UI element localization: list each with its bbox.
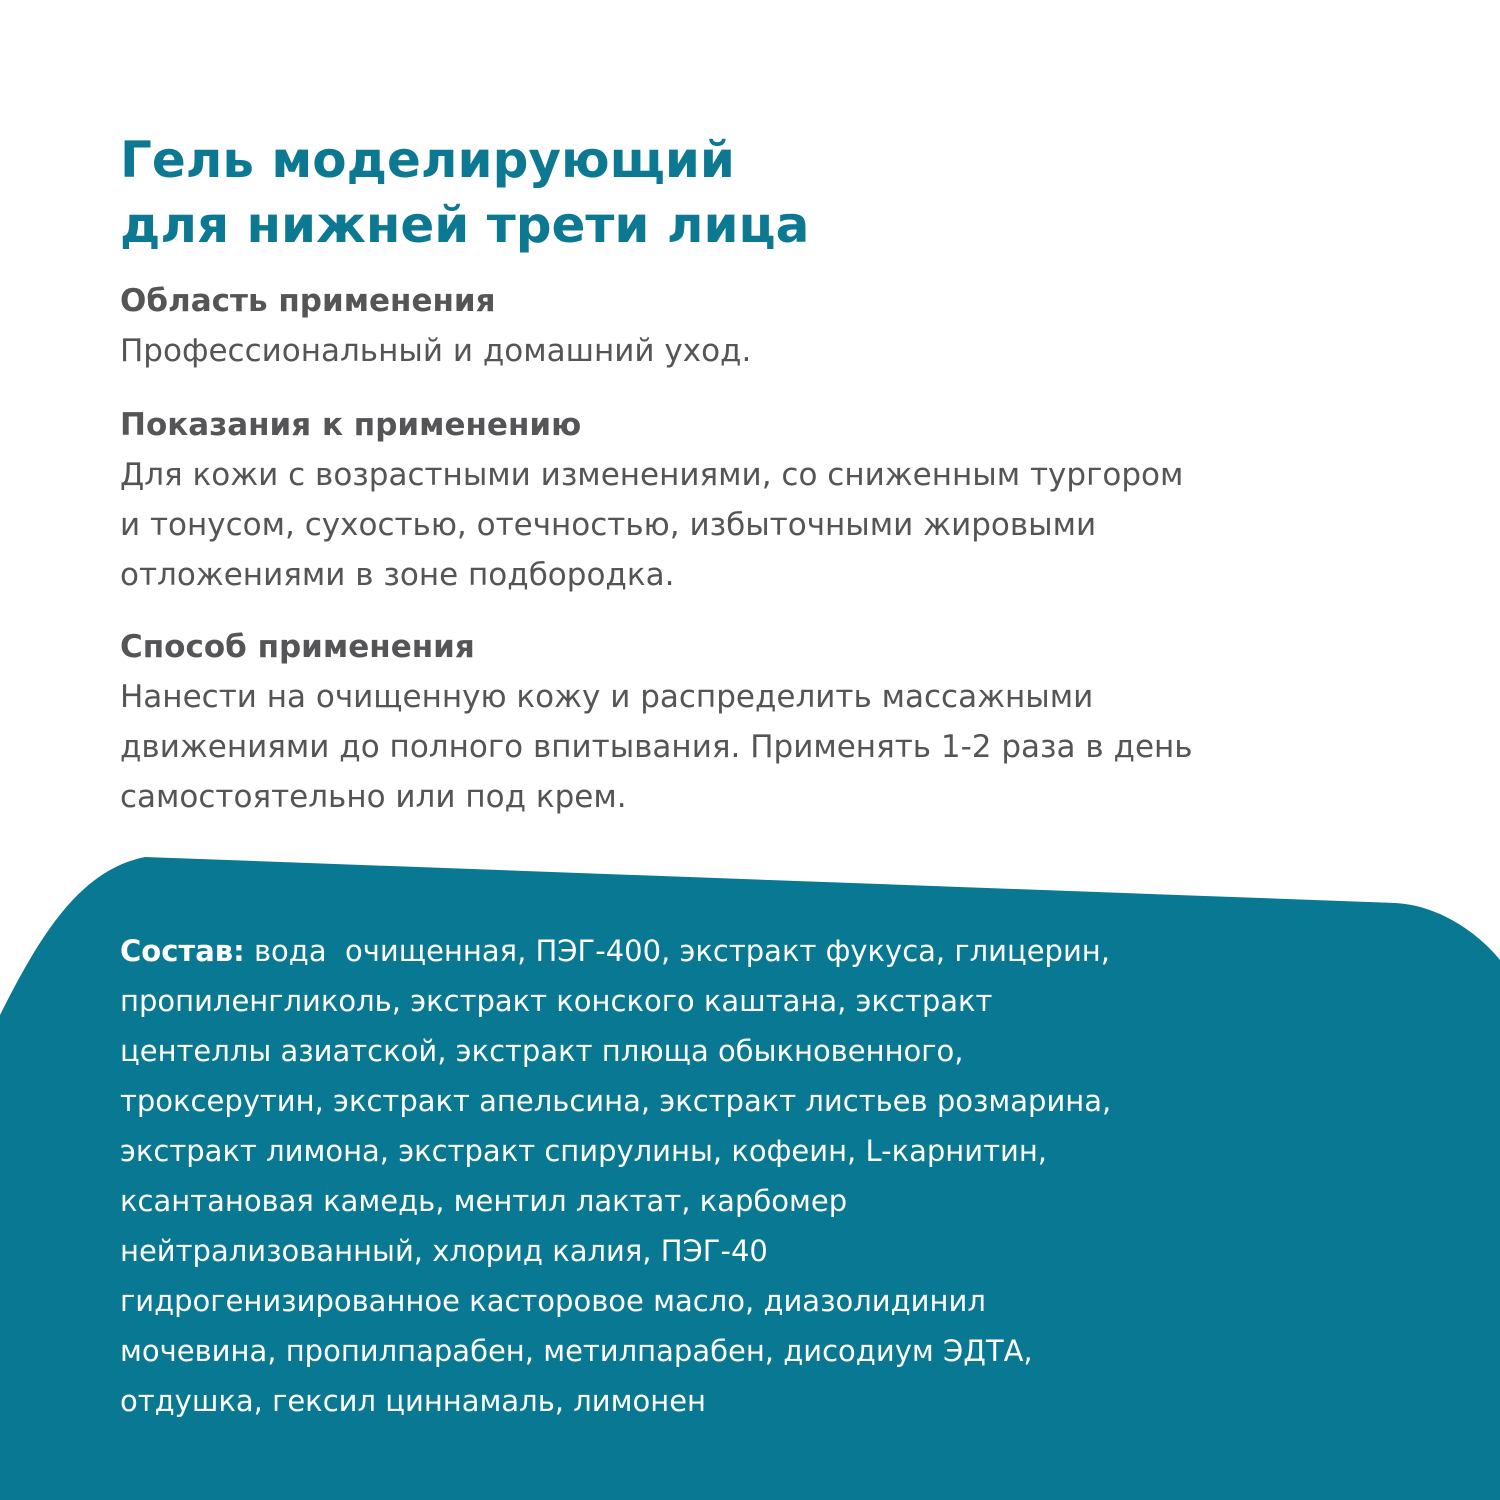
section-usage-line-3: самостоятельно или под крем. bbox=[120, 779, 627, 815]
composition-line-4: троксерутин, экстракт апельсина, экстракт листьев розмарина, bbox=[120, 1084, 1112, 1118]
composition-line-7: нейтрализованный, хлорид калия, ПЭГ-40 bbox=[120, 1234, 768, 1268]
section-usage-heading: Способ применения bbox=[120, 629, 475, 665]
composition-line-10: отдушка, гексил циннамаль, лимонен bbox=[120, 1384, 707, 1418]
composition-line-2: пропиленгликоль, экстракт конского каштана, экстракт bbox=[120, 984, 993, 1018]
composition-line-1 bbox=[120, 926, 1460, 976]
section-usage-line-2: движениями до полного впитывания. Применять 1-2 раза в день bbox=[120, 729, 1193, 765]
section-area-heading: Область применения bbox=[120, 283, 496, 319]
composition-line-9: мочевина, пропилпарабен, метилпарабен, дисодиум ЭДТА, bbox=[120, 1334, 1033, 1368]
product-title-line-2: для нижней трети лица bbox=[120, 196, 810, 254]
section-indications-line-2: и тонусом, сухостью, отечностью, избыточными жировыми bbox=[120, 507, 1097, 543]
composition-line-5: экстракт лимона, экстракт спирулины, кофеин, L-карнитин, bbox=[120, 1134, 1047, 1168]
composition-block bbox=[120, 926, 1460, 1426]
section-usage-line-1: Нанести на очищенную кожу и распределить массажными bbox=[120, 679, 1094, 715]
product-title-line-1: Гель моделирующий bbox=[120, 131, 735, 189]
composition-line-3: центеллы азиатской, экстракт плюща обыкновенного, bbox=[120, 1034, 964, 1068]
section-indications-heading: Показания к применению bbox=[120, 407, 582, 443]
composition-label: Состав: bbox=[120, 934, 245, 968]
composition-line-6: ксантановая камедь, ментил лактат, карбомер bbox=[120, 1184, 848, 1218]
composition-text-1: вода очищенная, ПЭГ-400, экстракт фукуса, глицерин, bbox=[244, 934, 1110, 968]
section-area-text: Профессиональный и домашний уход. bbox=[120, 333, 752, 369]
section-indications-line-3: отложениями в зоне подбородка. bbox=[120, 557, 675, 593]
composition-line-8: гидрогенизированное касторовое масло, диазолидинил bbox=[120, 1284, 986, 1318]
section-indications-line-1: Для кожи с возрастными изменениями, со сниженным тургором bbox=[120, 457, 1184, 493]
